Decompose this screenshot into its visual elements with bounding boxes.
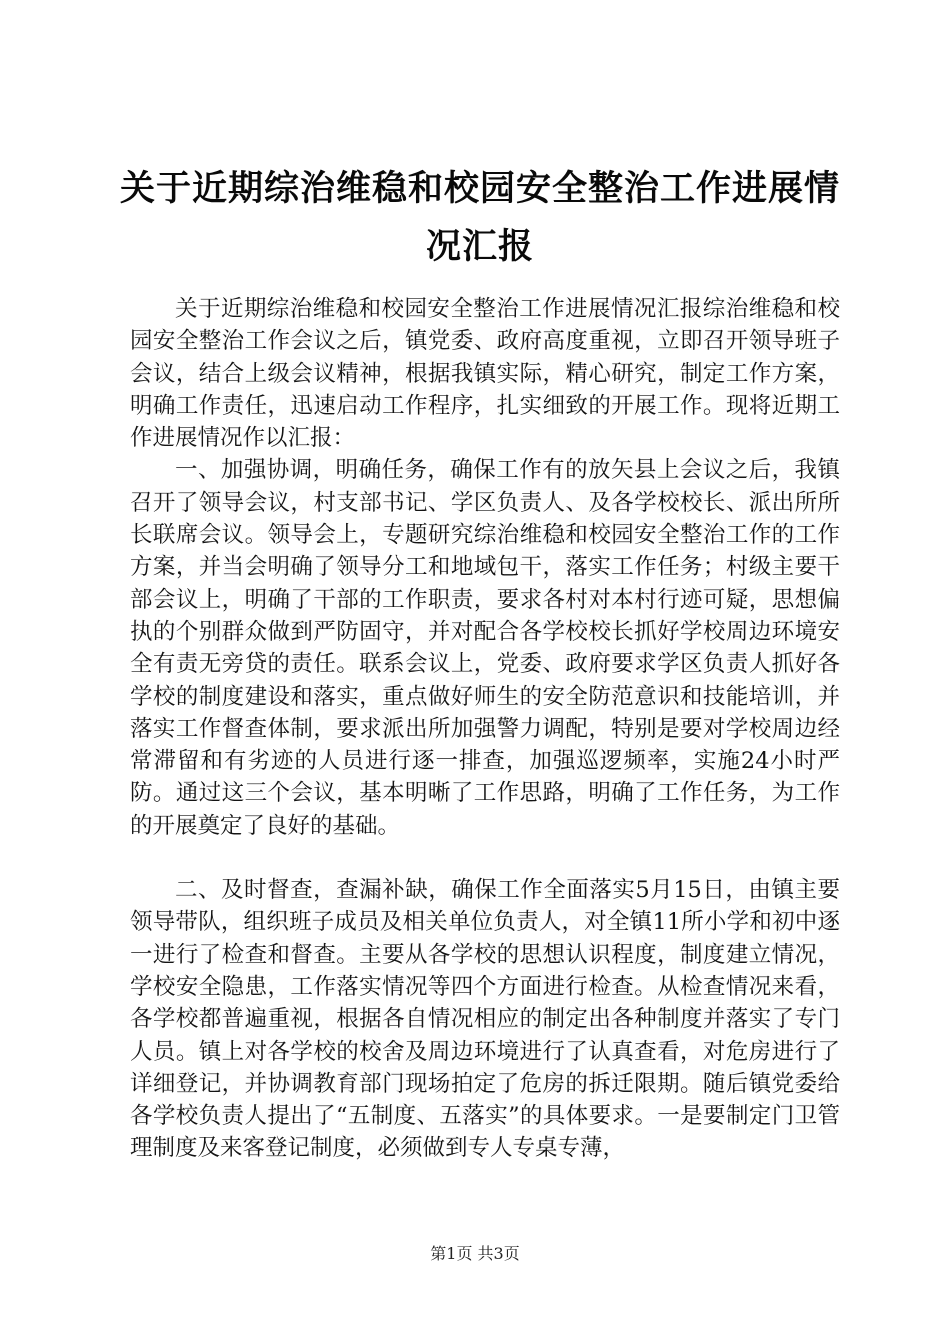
document-title: 关于近期综治维稳和校园安全整治工作进展情况汇报 [120,168,841,267]
document-body [130,293,840,1165]
paragraph-intro: 关于近期综治维稳和校园安全整治工作进展情况汇报综治维稳和校园安全整治工作会议之后，镇党委、政府高度重视，立即召开领导班子会议，结合上级会议精神，根据我镇实际，精心研究，制定工作方案，明确工作责任，迅速启动工作程序，扎实细致的开展工作。现将近期工作进展情况作以汇报： [130,296,840,452]
paragraph-section-2: 二、及时督查，查漏补缺，确保工作全面落实5月15日，由镇主要领导带队，组织班子成员及相关单位负责人，对全镇11所小学和初中逐一进行了检查和督查。主要从各学校的思想认识程度，制度建立情况，学校安全隐患，工作落实情况等四个方面进行检查。从检查情况来看，各学校都普遍重视，根据各自情况相应的制定出各种制度并落实了专门人员。镇上对各学校的校舍及周边环境进行了认真查看，对危房进行了详细登记，并协调教育部门现场拍定了危房的拆迁限期。随后镇党委给各学校负责人提出了“五制度、五落实”的具体要求。一是要制定门卫管理制度及来客登记制度，必须做到专人专桌专薄， [130,877,840,1162]
page-number-footer: 第1页 共3页 [430,1244,520,1263]
paragraph-section-1: 一、加强协调，明确任务，确保工作有的放矢县上会议之后，我镇召开了领导会议，村支部书记、学区负责人、及各学校校长、派出所所长联席会议。领导会上，专题研究综治维稳和校园安全整治工作的工作方案，并当会明确了领导分工和地域包干，落实工作任务；村级主要干部会议上，明确了干部的工作职责，要求各村对本村行迹可疑，思想偏执的个别群众做到严防固守，并对配合各学校校长抓好学校周边环境安全有责无旁贷的责任。联系会议上，党委、政府要求学区负责人抓好各学校的制度建设和落实，重点做好师生的安全防范意识和技能培训，并落实工作督查体制，要求派出所加强警力调配，特别是要对学校周边经常滞留和有劣迹的人员进行逐一排查，加强巡逻频率，实施24小时严防。通过这三个会议，基本明晰了工作思路，明确了工作任务，为工作的开展奠定了良好的基础。 [130,457,840,839]
